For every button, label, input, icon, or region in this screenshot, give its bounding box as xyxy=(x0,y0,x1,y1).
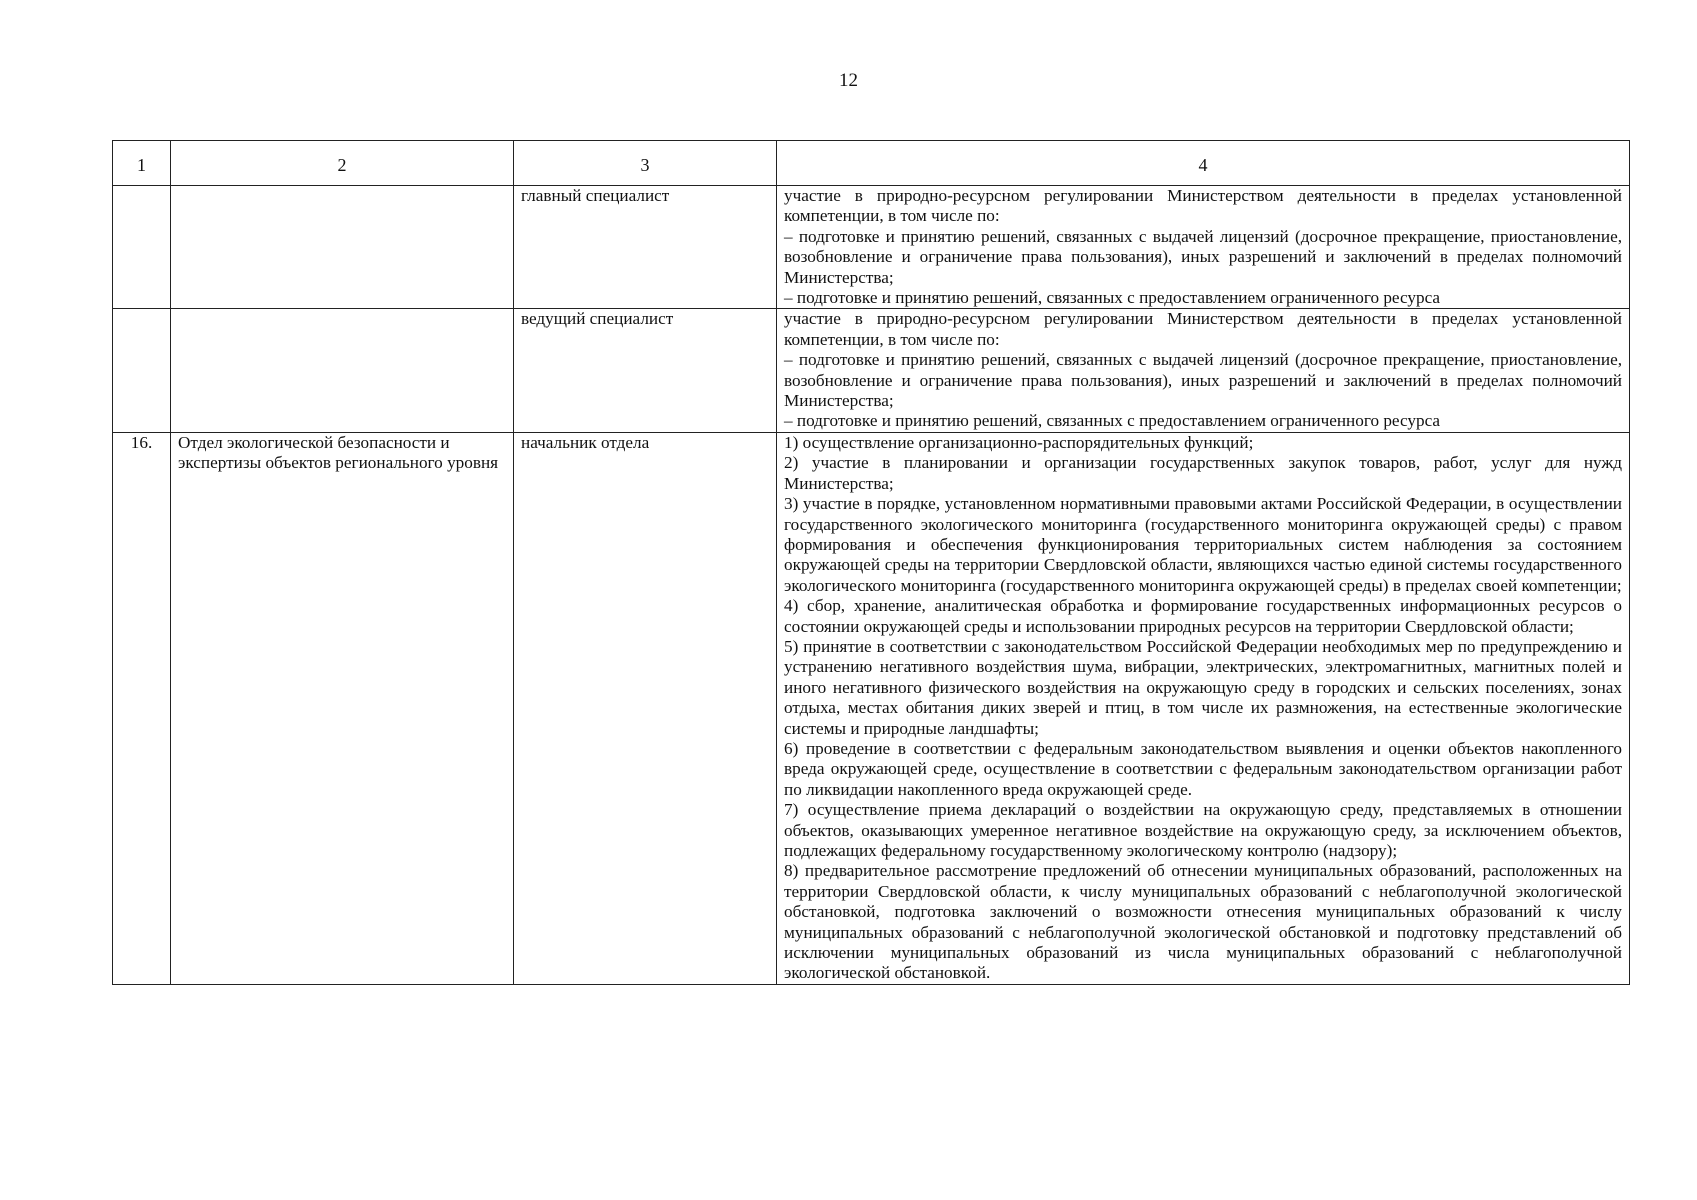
page-number: 12 xyxy=(839,70,858,91)
duty-item: 4) сбор, хранение, аналитическая обработка и формирование государственных информационных ресурсов о состоянии окружающей среды и использовании природных ресурсов на территории Свердловской области; xyxy=(784,596,1622,636)
duty-item: – подготовке и принятию решений, связанных с выдачей лицензий (досрочное прекращение, приостановление, возобновление и ограничение права пользования), иных разрешений и заключений в пределах полномочий Министерства; xyxy=(784,226,1622,287)
duty-item: 2) участие в планировании и организации государственных закупок товаров, работ, услуг для нужд Министерства; xyxy=(784,453,1622,493)
duty-item: 7) осуществление приема деклараций о воздействии на окружающую среду, представляемых в отношении объектов, оказывающих умеренное негативное воздействие на окружающую среду, за исключением объектов, подлежащих федеральному государственному экологическому контролю (надзору); xyxy=(784,800,1622,860)
duties-cell xyxy=(777,309,1630,432)
duties-table xyxy=(112,140,1630,985)
department-cell: Отдел экологической безопасности и экспертизы объектов регионального уровня xyxy=(171,432,514,984)
header-col-2: 2 xyxy=(171,141,514,186)
header-col-4: 4 xyxy=(777,141,1630,186)
table-row xyxy=(113,309,1630,432)
duties-cell xyxy=(777,432,1630,984)
table-header-row xyxy=(113,141,1630,186)
position-cell: начальник отдела xyxy=(514,432,777,984)
header-col-1: 1 xyxy=(113,141,171,186)
department-cell xyxy=(171,309,514,432)
position-cell: главный специалист xyxy=(514,186,777,309)
table-row xyxy=(113,432,1630,984)
row-number xyxy=(113,186,171,309)
duties-cell xyxy=(777,186,1630,309)
position-cell: ведущий специалист xyxy=(514,309,777,432)
duty-item: 3) участие в порядке, установленном нормативными правовыми актами Российской Федерации, в осуществлении государственного экологического мониторинга (государственного мониторинга окружающей среды) с правом формирования и обеспечения функционирования территориальных систем наблюдения за состоянием окружающей среды на территории Свердловской области, являющихся частью единой системы государственного экологического мониторинга (государственного мониторинга окружающей среды) в пределах своей компетенции; xyxy=(784,494,1622,595)
duty-item: 5) принятие в соответствии с законодательством Российской Федерации необходимых мер по предупреждению и устранению негативного воздействия шума, вибрации, электрических, электромагнитных, магнитных полей и иного негативного физического воздействия на окружающую среду в городских и сельских поселениях, зонах отдыха, местах обитания диких зверей и птиц, в том числе их размножения, на естественные экологические системы и природные ландшафты; xyxy=(784,636,1622,738)
department-cell xyxy=(171,186,514,309)
duty-item: 6) проведение в соответствии с федеральным законодательством выявления и оценки объектов накопленного вреда окружающей среде, осуществление в соответствии с федеральным законодательством организации работ по ликвидации накопленного вреда окружающей среде. xyxy=(784,738,1622,799)
row-number xyxy=(113,309,171,432)
table-row xyxy=(113,186,1630,309)
duty-item: – подготовке и принятию решений, связанных с предоставлением ограниченного ресурса xyxy=(784,411,1441,431)
duty-item: – подготовке и принятию решений, связанных с выдачей лицензий (досрочное прекращение, приостановление, возобновление и ограничение права пользования), иных разрешений и заключений в пределах полномочий Министерства; xyxy=(784,350,1622,411)
duty-item: – подготовке и принятию решений, связанных с предоставлением ограниченного ресурса xyxy=(784,288,1441,308)
row-number: 16. xyxy=(113,432,171,984)
header-col-3: 3 xyxy=(514,141,777,186)
duty-item: участие в природно-ресурсном регулировании Министерством деятельности в пределах установленной компетенции, в том числе по: xyxy=(784,309,1622,349)
duty-item: участие в природно-ресурсном регулировании Министерством деятельности в пределах установленной компетенции, в том числе по: xyxy=(784,186,1622,226)
duty-item: 1) осуществление организационно-распорядительных функций; xyxy=(784,432,1254,452)
duty-item: 8) предварительное рассмотрение предложений об отнесении муниципальных образований, расположенных на территории Свердловской области, к числу муниципальных образований с неблагополучной экологической обстановкой, подготовка заключений о возможности отнесения муниципальных образований к числу муниципальных образований с неблагополучной экологической обстановкой и подготовку представлений об исключении муниципальных образований из числа муниципальных образований с неблагополучной экологической обстановкой. xyxy=(784,861,1622,983)
